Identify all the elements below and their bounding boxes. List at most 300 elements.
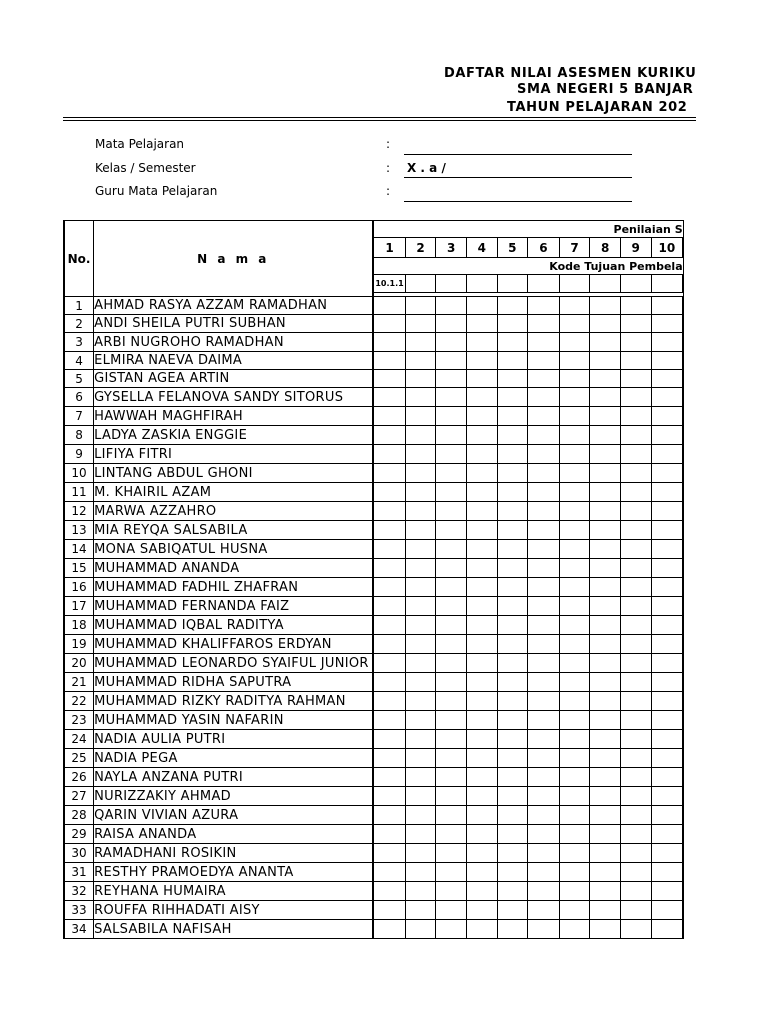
grade-cell[interactable] [436, 578, 467, 597]
grade-cell[interactable] [373, 426, 405, 445]
grade-cell[interactable] [373, 787, 405, 806]
grade-cell[interactable] [620, 654, 651, 673]
grade-cell[interactable] [373, 388, 405, 407]
grade-cell[interactable] [528, 901, 560, 920]
grade-cell[interactable] [651, 315, 683, 333]
grade-cell[interactable] [559, 445, 590, 464]
grade-cell[interactable] [528, 352, 560, 370]
grade-cell[interactable] [373, 730, 405, 749]
grade-cell[interactable] [651, 464, 683, 483]
grade-cell[interactable] [436, 315, 467, 333]
grade-cell[interactable] [436, 863, 467, 882]
grade-cell[interactable] [497, 483, 528, 502]
grade-cell[interactable] [466, 692, 497, 711]
grade-cell[interactable] [620, 825, 651, 844]
grade-cell[interactable] [651, 768, 683, 787]
grade-cell[interactable] [436, 901, 467, 920]
grade-cell[interactable] [373, 673, 405, 692]
grade-cell[interactable] [620, 370, 651, 388]
grade-cell[interactable] [497, 597, 528, 616]
grade-cell[interactable] [373, 540, 405, 559]
grade-cell[interactable] [651, 597, 683, 616]
grade-cell[interactable] [559, 673, 590, 692]
grade-cell[interactable] [466, 426, 497, 445]
grade-cell[interactable] [405, 426, 436, 445]
grade-cell[interactable] [651, 635, 683, 654]
grade-cell[interactable] [590, 464, 621, 483]
grade-cell[interactable] [436, 597, 467, 616]
grade-cell[interactable] [590, 445, 621, 464]
tp-code-cell[interactable] [497, 275, 528, 293]
grade-cell[interactable] [436, 787, 467, 806]
grade-cell[interactable] [497, 692, 528, 711]
grade-cell[interactable] [590, 315, 621, 333]
grade-cell[interactable] [497, 901, 528, 920]
grade-cell[interactable] [559, 711, 590, 730]
grade-cell[interactable] [497, 920, 528, 939]
grade-cell[interactable] [405, 297, 436, 315]
grade-cell[interactable] [405, 352, 436, 370]
grade-cell[interactable] [620, 844, 651, 863]
grade-cell[interactable] [497, 426, 528, 445]
grade-cell[interactable] [436, 521, 467, 540]
grade-cell[interactable] [651, 352, 683, 370]
grade-cell[interactable] [528, 559, 560, 578]
grade-cell[interactable] [590, 787, 621, 806]
grade-cell[interactable] [436, 616, 467, 635]
grade-cell[interactable] [405, 844, 436, 863]
grade-cell[interactable] [559, 654, 590, 673]
grade-cell[interactable] [405, 616, 436, 635]
grade-cell[interactable] [373, 407, 405, 426]
grade-cell[interactable] [466, 901, 497, 920]
grade-cell[interactable] [436, 692, 467, 711]
grade-cell[interactable] [373, 654, 405, 673]
grade-cell[interactable] [559, 333, 590, 352]
grade-cell[interactable] [559, 483, 590, 502]
grade-cell[interactable] [620, 521, 651, 540]
grade-cell[interactable] [651, 749, 683, 768]
grade-cell[interactable] [466, 635, 497, 654]
grade-cell[interactable] [497, 673, 528, 692]
grade-cell[interactable] [528, 315, 560, 333]
grade-cell[interactable] [436, 825, 467, 844]
grade-cell[interactable] [497, 844, 528, 863]
grade-cell[interactable] [620, 616, 651, 635]
grade-cell[interactable] [651, 901, 683, 920]
grade-cell[interactable] [497, 540, 528, 559]
grade-cell[interactable] [373, 333, 405, 352]
grade-cell[interactable] [590, 654, 621, 673]
grade-cell[interactable] [651, 502, 683, 521]
grade-cell[interactable] [590, 559, 621, 578]
grade-cell[interactable] [405, 920, 436, 939]
grade-cell[interactable] [559, 388, 590, 407]
grade-cell[interactable] [497, 578, 528, 597]
grade-cell[interactable] [590, 863, 621, 882]
grade-cell[interactable] [620, 920, 651, 939]
tp-code-cell[interactable] [559, 275, 590, 293]
grade-cell[interactable] [528, 711, 560, 730]
grade-cell[interactable] [528, 483, 560, 502]
grade-cell[interactable] [436, 464, 467, 483]
grade-cell[interactable] [651, 426, 683, 445]
grade-cell[interactable] [405, 692, 436, 711]
grade-cell[interactable] [528, 333, 560, 352]
grade-cell[interactable] [559, 597, 590, 616]
grade-cell[interactable] [497, 882, 528, 901]
grade-cell[interactable] [651, 407, 683, 426]
grade-cell[interactable] [466, 502, 497, 521]
grade-cell[interactable] [436, 559, 467, 578]
grade-cell[interactable] [528, 863, 560, 882]
grade-cell[interactable] [405, 882, 436, 901]
grade-cell[interactable] [590, 407, 621, 426]
grade-cell[interactable] [620, 578, 651, 597]
grade-cell[interactable] [590, 578, 621, 597]
grade-cell[interactable] [559, 806, 590, 825]
grade-cell[interactable] [528, 844, 560, 863]
grade-cell[interactable] [466, 768, 497, 787]
grade-cell[interactable] [373, 559, 405, 578]
grade-cell[interactable] [590, 730, 621, 749]
grade-cell[interactable] [559, 825, 590, 844]
grade-cell[interactable] [590, 483, 621, 502]
grade-cell[interactable] [559, 844, 590, 863]
grade-cell[interactable] [559, 352, 590, 370]
grade-cell[interactable] [590, 882, 621, 901]
grade-cell[interactable] [405, 635, 436, 654]
grade-cell[interactable] [620, 315, 651, 333]
grade-cell[interactable] [466, 315, 497, 333]
grade-cell[interactable] [590, 920, 621, 939]
grade-cell[interactable] [559, 616, 590, 635]
grade-cell[interactable] [620, 597, 651, 616]
grade-cell[interactable] [620, 426, 651, 445]
grade-cell[interactable] [373, 370, 405, 388]
grade-cell[interactable] [497, 806, 528, 825]
grade-cell[interactable] [590, 352, 621, 370]
grade-cell[interactable] [651, 673, 683, 692]
grade-cell[interactable] [620, 806, 651, 825]
grade-cell[interactable] [620, 352, 651, 370]
grade-cell[interactable] [466, 616, 497, 635]
grade-cell[interactable] [405, 825, 436, 844]
grade-cell[interactable] [436, 768, 467, 787]
grade-cell[interactable] [436, 806, 467, 825]
grade-cell[interactable] [466, 882, 497, 901]
grade-cell[interactable] [620, 768, 651, 787]
grade-cell[interactable] [651, 483, 683, 502]
grade-cell[interactable] [651, 388, 683, 407]
grade-cell[interactable] [497, 768, 528, 787]
grade-cell[interactable] [620, 863, 651, 882]
grade-cell[interactable] [620, 297, 651, 315]
grade-cell[interactable] [590, 388, 621, 407]
grade-cell[interactable] [620, 635, 651, 654]
grade-cell[interactable] [528, 597, 560, 616]
grade-cell[interactable] [373, 483, 405, 502]
grade-cell[interactable] [497, 749, 528, 768]
grade-cell[interactable] [528, 825, 560, 844]
grade-cell[interactable] [528, 445, 560, 464]
grade-cell[interactable] [373, 464, 405, 483]
grade-cell[interactable] [373, 445, 405, 464]
grade-cell[interactable] [405, 654, 436, 673]
grade-cell[interactable] [528, 768, 560, 787]
tp-code-cell[interactable] [528, 275, 560, 293]
grade-cell[interactable] [373, 578, 405, 597]
grade-cell[interactable] [405, 901, 436, 920]
grade-cell[interactable] [466, 749, 497, 768]
grade-cell[interactable] [373, 711, 405, 730]
grade-cell[interactable] [528, 654, 560, 673]
grade-cell[interactable] [651, 730, 683, 749]
grade-cell[interactable] [466, 806, 497, 825]
grade-cell[interactable] [590, 768, 621, 787]
grade-cell[interactable] [651, 616, 683, 635]
grade-cell[interactable] [436, 749, 467, 768]
grade-cell[interactable] [620, 882, 651, 901]
grade-cell[interactable] [528, 426, 560, 445]
grade-cell[interactable] [436, 673, 467, 692]
grade-cell[interactable] [497, 616, 528, 635]
grade-cell[interactable] [373, 901, 405, 920]
grade-cell[interactable] [373, 597, 405, 616]
grade-cell[interactable] [559, 315, 590, 333]
grade-cell[interactable] [497, 333, 528, 352]
grade-cell[interactable] [590, 749, 621, 768]
grade-cell[interactable] [559, 370, 590, 388]
grade-cell[interactable] [590, 502, 621, 521]
grade-cell[interactable] [528, 464, 560, 483]
grade-cell[interactable] [528, 407, 560, 426]
grade-cell[interactable] [590, 540, 621, 559]
grade-cell[interactable] [373, 920, 405, 939]
grade-cell[interactable] [466, 521, 497, 540]
grade-cell[interactable] [620, 388, 651, 407]
grade-cell[interactable] [559, 578, 590, 597]
grade-cell[interactable] [620, 483, 651, 502]
grade-cell[interactable] [620, 464, 651, 483]
grade-cell[interactable] [466, 352, 497, 370]
grade-cell[interactable] [373, 315, 405, 333]
grade-cell[interactable] [528, 635, 560, 654]
tp-code-cell[interactable] [405, 275, 436, 293]
grade-cell[interactable] [497, 863, 528, 882]
grade-cell[interactable] [528, 673, 560, 692]
grade-cell[interactable] [559, 692, 590, 711]
grade-cell[interactable] [651, 920, 683, 939]
class-semester-value[interactable]: X . a / [407, 161, 446, 175]
tp-code-cell[interactable] [466, 275, 497, 293]
grade-cell[interactable] [651, 711, 683, 730]
grade-cell[interactable] [651, 297, 683, 315]
grade-cell[interactable] [405, 521, 436, 540]
grade-cell[interactable] [497, 730, 528, 749]
grade-cell[interactable] [559, 521, 590, 540]
grade-cell[interactable] [620, 901, 651, 920]
grade-cell[interactable] [559, 882, 590, 901]
grade-cell[interactable] [497, 654, 528, 673]
grade-cell[interactable] [466, 407, 497, 426]
grade-cell[interactable] [373, 297, 405, 315]
grade-cell[interactable] [436, 445, 467, 464]
grade-cell[interactable] [405, 502, 436, 521]
grade-cell[interactable] [651, 863, 683, 882]
grade-cell[interactable] [405, 597, 436, 616]
grade-cell[interactable] [436, 654, 467, 673]
tp-code-cell[interactable] [436, 275, 467, 293]
grade-cell[interactable] [405, 333, 436, 352]
grade-cell[interactable] [497, 559, 528, 578]
grade-cell[interactable] [590, 333, 621, 352]
grade-cell[interactable] [405, 464, 436, 483]
grade-cell[interactable] [405, 315, 436, 333]
grade-cell[interactable] [405, 673, 436, 692]
grade-cell[interactable] [559, 749, 590, 768]
grade-cell[interactable] [590, 692, 621, 711]
grade-cell[interactable] [466, 333, 497, 352]
grade-cell[interactable] [373, 844, 405, 863]
grade-cell[interactable] [559, 920, 590, 939]
grade-cell[interactable] [405, 730, 436, 749]
grade-cell[interactable] [497, 407, 528, 426]
grade-cell[interactable] [528, 806, 560, 825]
grade-cell[interactable] [497, 445, 528, 464]
grade-cell[interactable] [436, 711, 467, 730]
grade-cell[interactable] [497, 370, 528, 388]
grade-cell[interactable] [528, 297, 560, 315]
grade-cell[interactable] [405, 806, 436, 825]
grade-cell[interactable] [436, 730, 467, 749]
grade-cell[interactable] [436, 333, 467, 352]
grade-cell[interactable] [497, 711, 528, 730]
grade-cell[interactable] [559, 635, 590, 654]
grade-cell[interactable] [405, 787, 436, 806]
grade-cell[interactable] [590, 825, 621, 844]
grade-cell[interactable] [528, 578, 560, 597]
grade-cell[interactable] [559, 407, 590, 426]
grade-cell[interactable] [436, 426, 467, 445]
grade-cell[interactable] [436, 635, 467, 654]
grade-cell[interactable] [373, 521, 405, 540]
grade-cell[interactable] [651, 521, 683, 540]
grade-cell[interactable] [559, 502, 590, 521]
grade-cell[interactable] [405, 540, 436, 559]
grade-cell[interactable] [559, 464, 590, 483]
grade-cell[interactable] [405, 407, 436, 426]
grade-cell[interactable] [528, 920, 560, 939]
grade-cell[interactable] [405, 445, 436, 464]
grade-cell[interactable] [559, 297, 590, 315]
grade-cell[interactable] [651, 882, 683, 901]
grade-cell[interactable] [436, 352, 467, 370]
grade-cell[interactable] [590, 711, 621, 730]
grade-cell[interactable] [466, 464, 497, 483]
grade-cell[interactable] [528, 370, 560, 388]
grade-cell[interactable] [373, 806, 405, 825]
grade-cell[interactable] [528, 540, 560, 559]
grade-cell[interactable] [528, 692, 560, 711]
grade-cell[interactable] [436, 407, 467, 426]
grade-cell[interactable] [590, 616, 621, 635]
grade-cell[interactable] [590, 426, 621, 445]
grade-cell[interactable] [497, 297, 528, 315]
grade-cell[interactable] [620, 407, 651, 426]
grade-cell[interactable] [651, 825, 683, 844]
grade-cell[interactable] [528, 502, 560, 521]
grade-cell[interactable] [497, 521, 528, 540]
grade-cell[interactable] [373, 825, 405, 844]
grade-cell[interactable] [528, 882, 560, 901]
tp-code-cell[interactable] [590, 275, 621, 293]
grade-cell[interactable] [528, 749, 560, 768]
grade-cell[interactable] [405, 863, 436, 882]
grade-cell[interactable] [436, 844, 467, 863]
grade-cell[interactable] [651, 787, 683, 806]
grade-cell[interactable] [405, 578, 436, 597]
grade-cell[interactable] [497, 388, 528, 407]
grade-cell[interactable] [559, 559, 590, 578]
grade-cell[interactable] [651, 844, 683, 863]
grade-cell[interactable] [497, 502, 528, 521]
grade-cell[interactable] [436, 297, 467, 315]
grade-cell[interactable] [651, 692, 683, 711]
grade-cell[interactable] [405, 768, 436, 787]
grade-cell[interactable] [373, 616, 405, 635]
grade-cell[interactable] [620, 730, 651, 749]
grade-cell[interactable] [651, 370, 683, 388]
grade-cell[interactable] [405, 483, 436, 502]
grade-cell[interactable] [651, 578, 683, 597]
grade-cell[interactable] [559, 768, 590, 787]
grade-cell[interactable] [620, 333, 651, 352]
grade-cell[interactable] [466, 844, 497, 863]
grade-cell[interactable] [651, 540, 683, 559]
grade-cell[interactable] [528, 388, 560, 407]
grade-cell[interactable] [590, 635, 621, 654]
grade-cell[interactable] [436, 483, 467, 502]
grade-cell[interactable] [466, 863, 497, 882]
grade-cell[interactable] [528, 521, 560, 540]
grade-cell[interactable] [590, 673, 621, 692]
grade-cell[interactable] [436, 502, 467, 521]
grade-cell[interactable] [620, 692, 651, 711]
grade-cell[interactable] [497, 315, 528, 333]
grade-cell[interactable] [466, 730, 497, 749]
grade-cell[interactable] [620, 445, 651, 464]
grade-cell[interactable] [373, 635, 405, 654]
grade-cell[interactable] [405, 749, 436, 768]
grade-cell[interactable] [436, 370, 467, 388]
grade-cell[interactable] [651, 559, 683, 578]
grade-cell[interactable] [559, 863, 590, 882]
grade-cell[interactable] [651, 806, 683, 825]
grade-cell[interactable] [436, 540, 467, 559]
grade-cell[interactable] [590, 370, 621, 388]
grade-cell[interactable] [590, 297, 621, 315]
grade-cell[interactable] [620, 559, 651, 578]
grade-cell[interactable] [373, 768, 405, 787]
grade-cell[interactable] [559, 787, 590, 806]
grade-cell[interactable] [466, 483, 497, 502]
grade-cell[interactable] [466, 445, 497, 464]
grade-cell[interactable] [466, 920, 497, 939]
grade-cell[interactable] [466, 578, 497, 597]
grade-cell[interactable] [466, 673, 497, 692]
grade-cell[interactable] [497, 825, 528, 844]
